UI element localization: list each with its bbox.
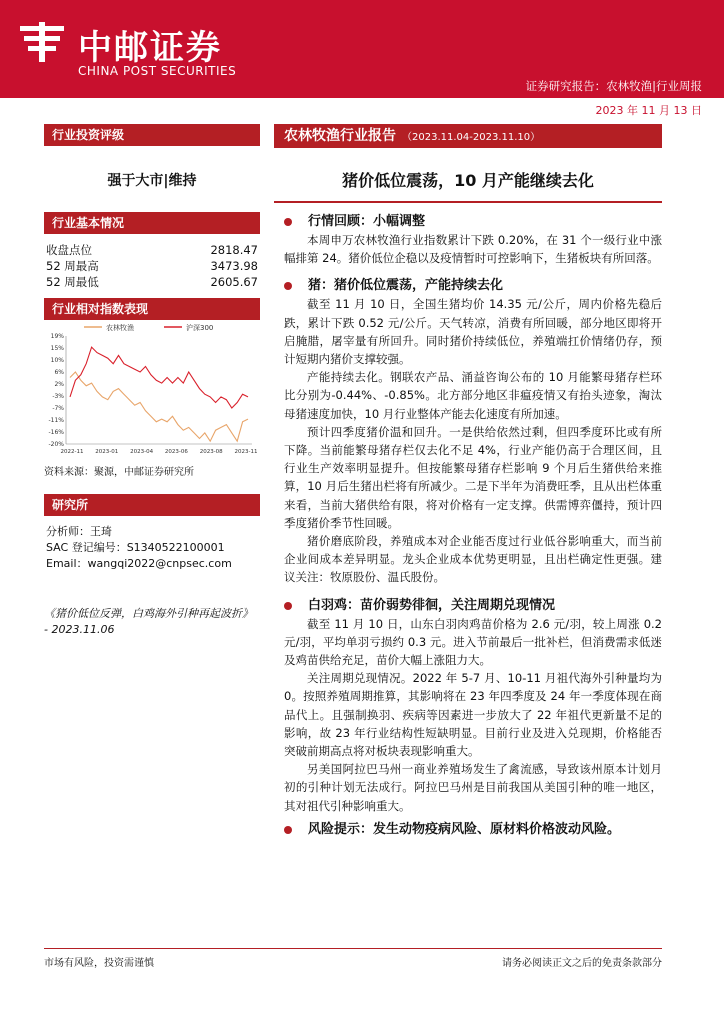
report-date: 2023 年 11 月 13 日 <box>595 104 702 117</box>
analyst-name: 分析师：王琦 <box>46 525 112 538</box>
y-tick-label: 6% <box>54 369 64 376</box>
stat-row <box>44 242 260 258</box>
stat-row <box>44 258 260 274</box>
report-title-bar <box>274 124 662 148</box>
y-tick-label: -16% <box>48 429 64 436</box>
analyst-block <box>44 516 260 572</box>
x-tick-label: 2023-06 <box>164 449 188 455</box>
section-broiler <box>274 597 662 815</box>
footer-disclaimer: 请务必阅读正文之后的免责条款部分 <box>502 958 662 969</box>
y-tick-label: 15% <box>50 345 64 352</box>
report-type: 证券研究报告：农林牧渔|行业周报 <box>525 79 702 93</box>
chart-title: 行业相对指数表现 <box>44 298 260 320</box>
section-heading: 行情回顾：小幅调整 <box>274 213 662 231</box>
y-tick-label: -11% <box>48 417 64 424</box>
legend-label: 农林牧渔 <box>106 324 134 332</box>
analyst-sac: SAC 登记编号：S1340522100001 <box>46 541 225 554</box>
paragraph: 猪价磨底阶段，养殖成本对企业能否度过行业低谷影响重大，而当前企业间成本差异明显。龙头企业成本优势更明显，且出栏确定性更强。建议关注：牧原股份、温氏股份。 <box>284 534 662 585</box>
paragraph: 关注周期兑现情况。2022 年 5-7 月、10-11 月祖代海外引种量均为 0。按照养殖周期推算，其影响将在 23 年四季度及 24 年一季度体现在商品代上。且强制换羽、疾病等因素进一步放大了 22 年祖代更新量不足的影响，故 23 年行业结构性短缺明显。目前行业及进入兑现期，价格能否突破前期高点将对板块表现影响重大。 <box>284 671 662 759</box>
paragraph: 预计四季度猪价温和回升。一是供给依然过剩，但四季度环比或有所下降。当前能繁母猪存栏仅去化不足 4%，行业产能仍高于合理区间，且行业生产效率明显提升。但按能繁母猪存栏影响 9 个月后生猪供给来推算，10 月后生猪出栏将有所减少。二是下半年为消费旺季，且从出栏体重来看，当前大猪供给有限，将对价格有一定支撑。供需博弈僵持，预计四季度猪价季节性回暖。 <box>284 424 662 530</box>
paragraph: 本周申万农林牧渔行业指数累计下跌 0.20%，在 31 个一级行业中涨幅排第 24。猪价低位企稳以及疫情暂时可控影响下，生猪板块有所回落。 <box>284 233 662 266</box>
x-tick-label: 2023-01 <box>95 449 119 455</box>
stat-label: 52 周最低 <box>46 275 99 289</box>
series-line <box>70 372 248 441</box>
y-tick-label: 2% <box>54 381 64 388</box>
report-title: 农林牧渔行业报告 <box>284 128 396 144</box>
page-header <box>0 0 724 98</box>
basics-table <box>44 234 260 298</box>
series-line <box>70 347 248 408</box>
left-sidebar <box>44 124 260 638</box>
rating-title: 行业投资评级 <box>44 124 260 146</box>
x-tick-label: 2023-04 <box>130 449 154 455</box>
paragraph: 另美国阿拉巴马州一商业养殖场发生了禽流感，导致该州原本计划月初的引种计划无法成行。阿拉巴马州是目前我国从美国引种的唯一地区，其对祖代引种影响重大。 <box>284 762 662 813</box>
legend-label: 沪深300 <box>186 324 214 332</box>
brand-name-en: CHINA POST SECURITIES <box>78 64 237 78</box>
y-tick-label: 10% <box>50 357 64 364</box>
footer-risk-note: 市场有风险，投资需谨慎 <box>44 958 154 969</box>
headline-rule <box>274 201 662 203</box>
paragraph: 截至 11 月 10 日，全国生猪均价 14.35 元/公斤，周内价格先稳后跌，累计下跌 0.52 元/公斤。天气转凉，消费有所回暖，部分地区即将开启腌腊，屠宰量有所回升。同时猪价持续低位，养殖端扛价情绪仍存，预计短期内猪价支撑较强。 <box>284 297 662 367</box>
y-tick-label: -7% <box>52 405 64 412</box>
y-tick-label: -3% <box>52 393 64 400</box>
section-market-review <box>274 213 662 267</box>
y-tick-label: -20% <box>48 441 64 448</box>
analyst-email[interactable]: Email：wangqi2022@cnpsec.com <box>46 557 232 570</box>
main-content <box>274 124 662 839</box>
research-title: 研究所 <box>44 494 260 516</box>
page-footer <box>44 948 662 969</box>
stat-value: 3473.98 <box>210 259 258 273</box>
basics-title: 行业基本情况 <box>44 212 260 234</box>
stat-label: 收盘点位 <box>46 243 92 257</box>
source-note: 资料来源：聚源，中邮证券研究所 <box>44 467 194 478</box>
section-heading: 风险提示：发生动物疫病风险、原材料价格波动风险。 <box>274 821 662 839</box>
x-tick-label: 2023-08 <box>199 449 223 455</box>
rating-value: 强于大市|维持 <box>107 173 197 189</box>
section-heading: 猪：猪价低位震荡，产能持续去化 <box>274 277 662 295</box>
stat-value: 2605.67 <box>210 275 258 289</box>
stat-value: 2818.47 <box>210 243 258 257</box>
headline: 猪价低位震荡，10 月产能继续去化 <box>342 171 594 190</box>
brand-name-cn: 中邮证券 <box>78 28 222 68</box>
paragraph: 截至 11 月 10 日，山东白羽肉鸡苗价格为 2.6 元/羽，较上周涨 0.2 元/羽，平均单羽亏损约 0.3 元。进入节前最后一批补栏，但消费需求低迷及鸡苗供给充足，苗价大幅上涨阻力大。 <box>284 616 662 668</box>
x-tick-label: 2022-11 <box>60 449 84 455</box>
paragraph: 产能持续去化。钢联农产品、涌益咨询公布的 10 月能繁母猪存栏环比分别为-0.44%、-0.85%。北方部分地区非瘟疫情又有抬头迹象，淘汰母猪速度加快，10 月行业整体产能去化速度有所加速。 <box>284 370 662 421</box>
section-risk <box>274 821 662 839</box>
section-heading: 白羽鸡：苗价弱势徘徊，关注周期兑现情况 <box>274 597 662 615</box>
china-post-logo-icon <box>18 18 66 66</box>
y-tick-label: 19% <box>50 333 64 340</box>
relative-index-chart <box>44 320 260 460</box>
stat-row <box>44 274 260 290</box>
related-report[interactable]: 《猪价低位反弹，白鸡海外引种再起波折》 - 2023.11.06 <box>44 607 253 636</box>
report-period: （2023.11.04-2023.11.10） <box>402 132 541 143</box>
section-hog <box>274 277 662 586</box>
x-tick-label: 2023-11 <box>234 449 258 455</box>
stat-label: 52 周最高 <box>46 259 99 273</box>
